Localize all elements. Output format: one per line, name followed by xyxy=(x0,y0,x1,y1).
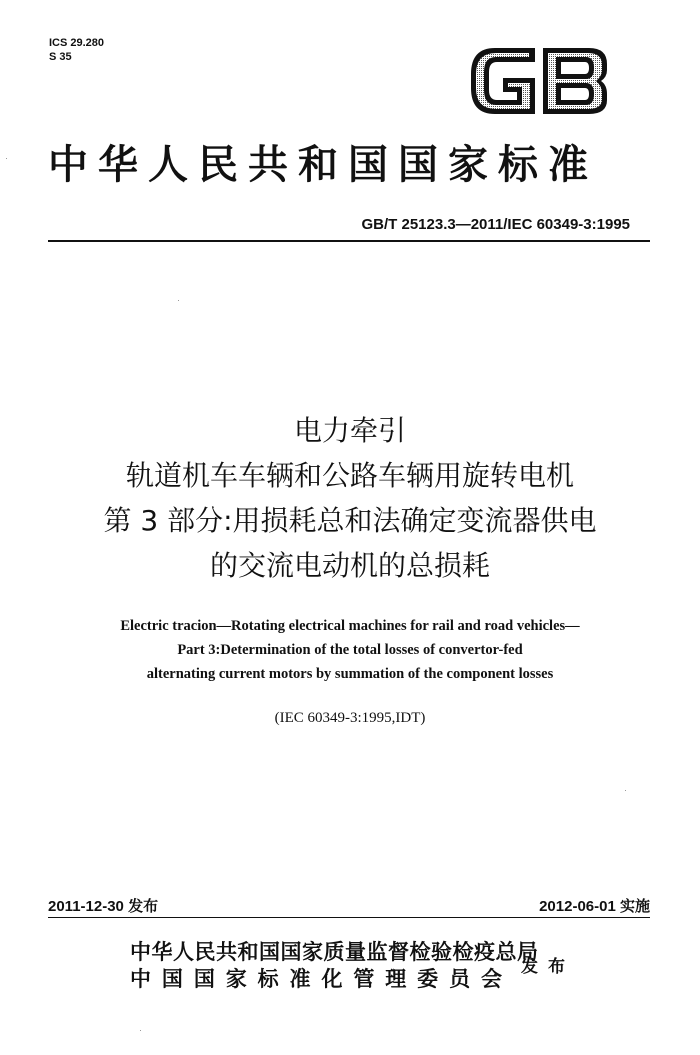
english-title xyxy=(0,614,700,686)
publisher-sac-char: 中 xyxy=(130,966,151,991)
publisher-aqsiq: 中华人民共和国国家质量监督检验检疫总局 xyxy=(130,939,539,964)
en-title-line-2: Part 3:Determination of the total losses of convertor-fed xyxy=(177,642,523,658)
gb-logo xyxy=(465,44,613,118)
bottom-divider xyxy=(48,917,650,918)
classification-codes xyxy=(49,36,104,64)
implementation-date: 2012-06-01 实施 xyxy=(539,898,650,915)
cn-title-line-2: 轨道机车车辆和公路车辆用旋转电机 xyxy=(125,459,574,492)
publisher-sac-char: 国 xyxy=(193,966,215,991)
publisher-sac-char: 准 xyxy=(289,966,311,991)
publisher-sac xyxy=(130,965,502,992)
publisher-sac-char: 委 xyxy=(417,966,439,991)
standard-number: GB/T 25123.3—2011/IEC 60349-3:1995 xyxy=(361,216,630,233)
publisher-sac-char: 会 xyxy=(480,966,502,991)
publishers-block xyxy=(130,938,539,992)
publisher-sac-char: 员 xyxy=(449,966,471,991)
publisher-sac-char: 国 xyxy=(161,966,183,991)
national-standard-title: 中华人民共和国国家标准 xyxy=(48,141,598,188)
scan-speck xyxy=(6,158,7,159)
iec-reference: (IEC 60349-3:1995,IDT) xyxy=(274,710,426,726)
publisher-sac-char: 理 xyxy=(385,966,407,991)
chinese-title xyxy=(0,408,700,588)
top-divider xyxy=(48,240,650,242)
publisher-sac-char: 管 xyxy=(353,966,375,991)
publisher-sac-char: 化 xyxy=(321,966,343,991)
release-label: 发布 xyxy=(521,957,575,977)
en-title-line-3: alternating current motors by summation of the component losses xyxy=(146,666,554,682)
scan-speck xyxy=(178,300,179,301)
publisher-sac-char: 家 xyxy=(225,966,247,991)
scan-speck xyxy=(625,790,626,791)
ccs-code: S 35 xyxy=(49,51,72,63)
publisher-sac-char: 标 xyxy=(257,966,279,991)
issue-date: 2011-12-30 发布 xyxy=(48,898,159,915)
ics-code: ICS 29.280 xyxy=(49,37,105,49)
cn-title-line-4: 的交流电动机的总损耗 xyxy=(209,549,490,582)
cn-title-line-1: 电力牵引 xyxy=(293,414,406,447)
scan-speck xyxy=(140,1030,141,1031)
en-title-line-1: Electric tracion—Rotating electrical machines for rail and road vehicles— xyxy=(120,618,580,634)
cn-title-line-3: 第 3 部分:用损耗总和法确定变流器供电 xyxy=(103,504,597,537)
